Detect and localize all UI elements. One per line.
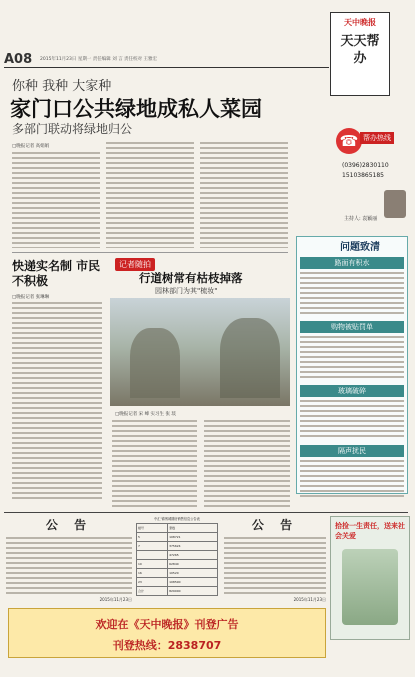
notice-right-footer: 2015年11月23日 — [293, 597, 326, 602]
notice-table — [136, 523, 218, 596]
article-body-col-3 — [200, 142, 288, 248]
table-row: 23 108590 — [137, 578, 218, 587]
sidebar-item-3 — [300, 385, 404, 440]
article-body-col-1 — [12, 152, 100, 248]
mid-article-body — [12, 302, 102, 502]
photo-article-body-col-1 — [112, 420, 197, 508]
notice-left-title: 公 告 — [45, 518, 93, 532]
news-photo — [110, 298, 290, 406]
mid-headline: 快递实名制 市民不积极 — [12, 259, 101, 288]
article-body-col-2 — [106, 142, 194, 248]
sidebar-item-2-title: 购物被贴罚单 — [300, 321, 404, 333]
sidebar-item-4-title: 隔声扰民 — [300, 445, 404, 457]
table-row: 合计 829000 — [137, 587, 218, 596]
page-number: A08 — [4, 52, 33, 67]
notice-right-title: 公 告 — [251, 518, 299, 532]
brand-name: 天中晚报 — [344, 18, 376, 27]
masthead-rule — [4, 67, 329, 68]
photo-article-body-col-2 — [204, 420, 290, 508]
table-row: 7 375624 — [137, 542, 218, 551]
hotline-badge: 帮办热线 — [360, 132, 394, 144]
mid-byline: □晚报记者 张琳琳 — [12, 295, 50, 300]
table-row: 16 10520 — [137, 569, 218, 578]
hotline-phone-icon: ☎ — [336, 128, 362, 154]
byline: □晚报记者 高娟娟 — [12, 144, 50, 149]
date-line: 2015年11月23日 星期一 责任编辑 刘 言 责任校对 王雅宏 — [40, 57, 157, 62]
hotline-box — [336, 120, 406, 192]
notice-middle — [136, 516, 218, 604]
table-row: 47265 — [137, 551, 218, 560]
photo-subhead: 园林部门为其"梳妆" — [155, 287, 218, 295]
sidebar — [296, 236, 408, 494]
brand-box — [330, 12, 390, 96]
ad-headline: 拾捡一生责任，送来社会关爱 — [335, 522, 405, 540]
sidebar-item-3-title: 玻璃破碎 — [300, 385, 404, 397]
reporter-avatar — [384, 190, 406, 218]
subhead: 多部门联动将绿地归公 — [12, 122, 133, 136]
table-row: 10 62840 — [137, 560, 218, 569]
sidebar-title: 问题致清 — [340, 242, 380, 253]
photo-tag: 记者随拍 — [115, 258, 155, 271]
sidebar-item-1 — [300, 257, 404, 316]
photo-headline: 行道树常有枯枝掉落 — [139, 271, 243, 285]
notice-left — [6, 516, 132, 604]
hotline-phone-2: 15103865185 — [342, 172, 384, 179]
footer-banner — [8, 608, 326, 658]
photo-caption: □晚报记者 宋 峰 实习生 张 琰 — [115, 412, 176, 417]
notice-right — [224, 516, 326, 604]
ad-box — [330, 516, 410, 640]
notice-table-title: 中汇·锦绣城期房销售信息公告表 — [154, 517, 200, 521]
footer-banner-line-1: 欢迎在《天中晚报》刊登广告 — [95, 618, 239, 631]
sidebar-item-1-title: 路面有积水 — [300, 257, 404, 269]
reporter-name: 主持人: 袁颖丽 — [344, 216, 378, 222]
table-row: 楼号 套数 — [137, 524, 218, 533]
column-title: 天天帮办 — [340, 34, 380, 66]
headline: 家门口公共绿地成私人菜园 — [10, 96, 262, 121]
kicker: 你种 我种 大家种 — [12, 79, 112, 94]
notice-left-footer: 2015年11月23日 — [99, 597, 132, 602]
table-row: 5 108721 — [137, 533, 218, 542]
footer-banner-line-2: 刊登热线：2838707 — [112, 639, 222, 652]
hotline-phone-1: (0396)2830110 — [342, 162, 389, 169]
sidebar-item-4 — [300, 445, 404, 500]
sidebar-item-2 — [300, 321, 404, 380]
